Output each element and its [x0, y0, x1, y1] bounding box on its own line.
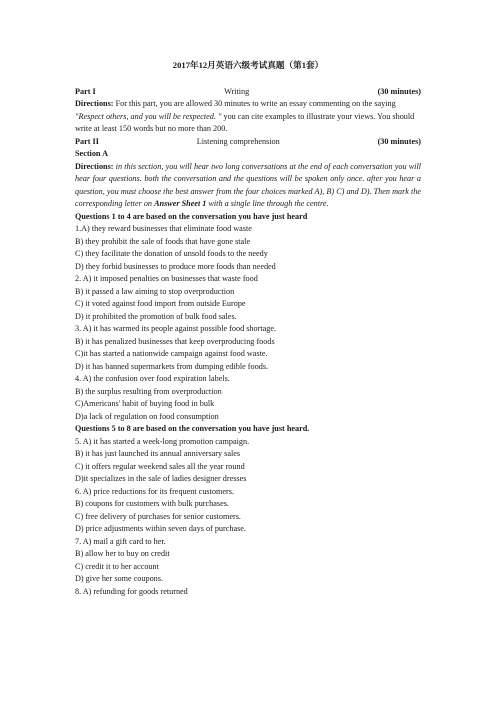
- answer-option-line: C) it offers regular weekend sales all the year round: [75, 461, 245, 471]
- section-a-directions: [75, 161, 421, 211]
- part1-heading: [75, 86, 421, 99]
- document-title: 2017年12月英语六级考试真题（第1套）: [172, 60, 324, 70]
- answer-option-line: C) it voted against food import from outside Europe: [75, 299, 246, 308]
- answer-option-line: 7. A) mail a gift card to her.: [75, 536, 166, 546]
- answer-option-line: 2. A) it imposed penalties on businesses that waste food: [75, 274, 258, 283]
- directions-text: you can cite examples to illustrate your views. You should write at least 150 words but no more than 200.: [75, 111, 415, 133]
- answer-option-line: D)a lack of regulation on food consumption: [75, 411, 219, 421]
- directions-label: Directions:: [75, 161, 114, 171]
- directions-quote: "Respect others, and you will be respected. ": [75, 111, 222, 121]
- answer-option-line: D) they forbid businesses to produce more foods than needed: [75, 261, 276, 271]
- answer-option-line: B) it has just launched its annual anniversary sales: [75, 449, 241, 458]
- answer-option-line: C)Americans' habit of buying food in bulk: [75, 399, 215, 408]
- part1-time: (30 minutes): [377, 86, 421, 96]
- answer-option-line: 4. A) the confusion over food expiration labels.: [75, 374, 230, 383]
- directions-text: For this part, you are allowed 30 minutes to write an essay commenting on the saying: [113, 99, 396, 108]
- questions-1-4-header: Questions 1 to 4 are based on the conversation you have just heard: [75, 211, 308, 221]
- part2-heading: [75, 136, 421, 149]
- part1-name: Writing: [224, 86, 250, 96]
- answer-option-line: B) the surplus resulting from overproduction: [75, 386, 222, 396]
- answer-option-line: 5. A) it has started a week-long promotion campaign.: [75, 436, 250, 446]
- questions-5-8-list: [75, 436, 421, 599]
- answer-option-line: B) it passed a law aiming to stop overproduction: [75, 286, 235, 296]
- answer-option-line: D) it has banned supermarkets from dumping edible foods.: [75, 361, 269, 371]
- part2-label: Part II: [75, 136, 99, 146]
- answer-option-line: B) it has penalized businesses that keep overproducing foods: [75, 336, 275, 346]
- directions-text: in this section, you will hear two long conversations at the end of each conversation you will hear four questions. both the conversation and the questions will be spoken only once. after you hear a question, you must choose the best answer from the four choices marked A), B) C) and D). Then mark the corresponding letter on: [75, 161, 421, 208]
- answer-option-line: C) they facilitate the donation of unsold foods to the needy: [75, 249, 268, 258]
- answer-option-line: 1.A) they reward businesses that eliminate food waste: [75, 224, 252, 233]
- answer-option-line: C) free delivery of purchases for senior customers.: [75, 511, 241, 521]
- answer-option-line: C) credit it to her account: [75, 561, 159, 571]
- answer-option-line: D)it specializes in the sale of ladies designer dresses: [75, 474, 247, 483]
- answer-option-line: C)it has started a nationwide campaign against food waste.: [75, 349, 268, 358]
- answer-sheet-ref: Answer Sheet 1: [154, 199, 207, 208]
- answer-option-line: D) it prohibited the promotion of bulk food sales.: [75, 311, 237, 321]
- questions-1-4-list: [75, 223, 421, 423]
- answer-option-line: 8. A) refunding for goods returned: [75, 586, 188, 596]
- part1-directions: [75, 98, 421, 136]
- part2-time: (30 minutes): [377, 136, 421, 146]
- directions-label: Directions:: [75, 99, 114, 108]
- answer-option-line: B) coupons for customers with bulk purchases.: [75, 499, 229, 508]
- answer-option-line: B) they prohibit the sale of foods that have gone stale: [75, 236, 251, 246]
- section-a-heading: Section A: [75, 149, 108, 158]
- answer-option-line: D) price adjustments within seven days of purchase.: [75, 524, 246, 533]
- part2-name: Listening comprehension: [196, 136, 280, 146]
- answer-option-line: 6. A) price reductions for its frequent customers.: [75, 486, 234, 496]
- questions-5-8-header: Questions 5 to 8 are based on the conversation you have just heard.: [75, 424, 310, 433]
- document-content: [75, 59, 421, 598]
- answer-option-line: D) give her some coupons.: [75, 574, 163, 583]
- answer-option-line: B) allow her to buy on credit: [75, 549, 170, 558]
- part1-label: Part I: [75, 86, 96, 96]
- directions-text: with a single line through the centre.: [206, 199, 329, 208]
- answer-option-line: 3. A) it has warmed its people against possible food shortage.: [75, 324, 277, 333]
